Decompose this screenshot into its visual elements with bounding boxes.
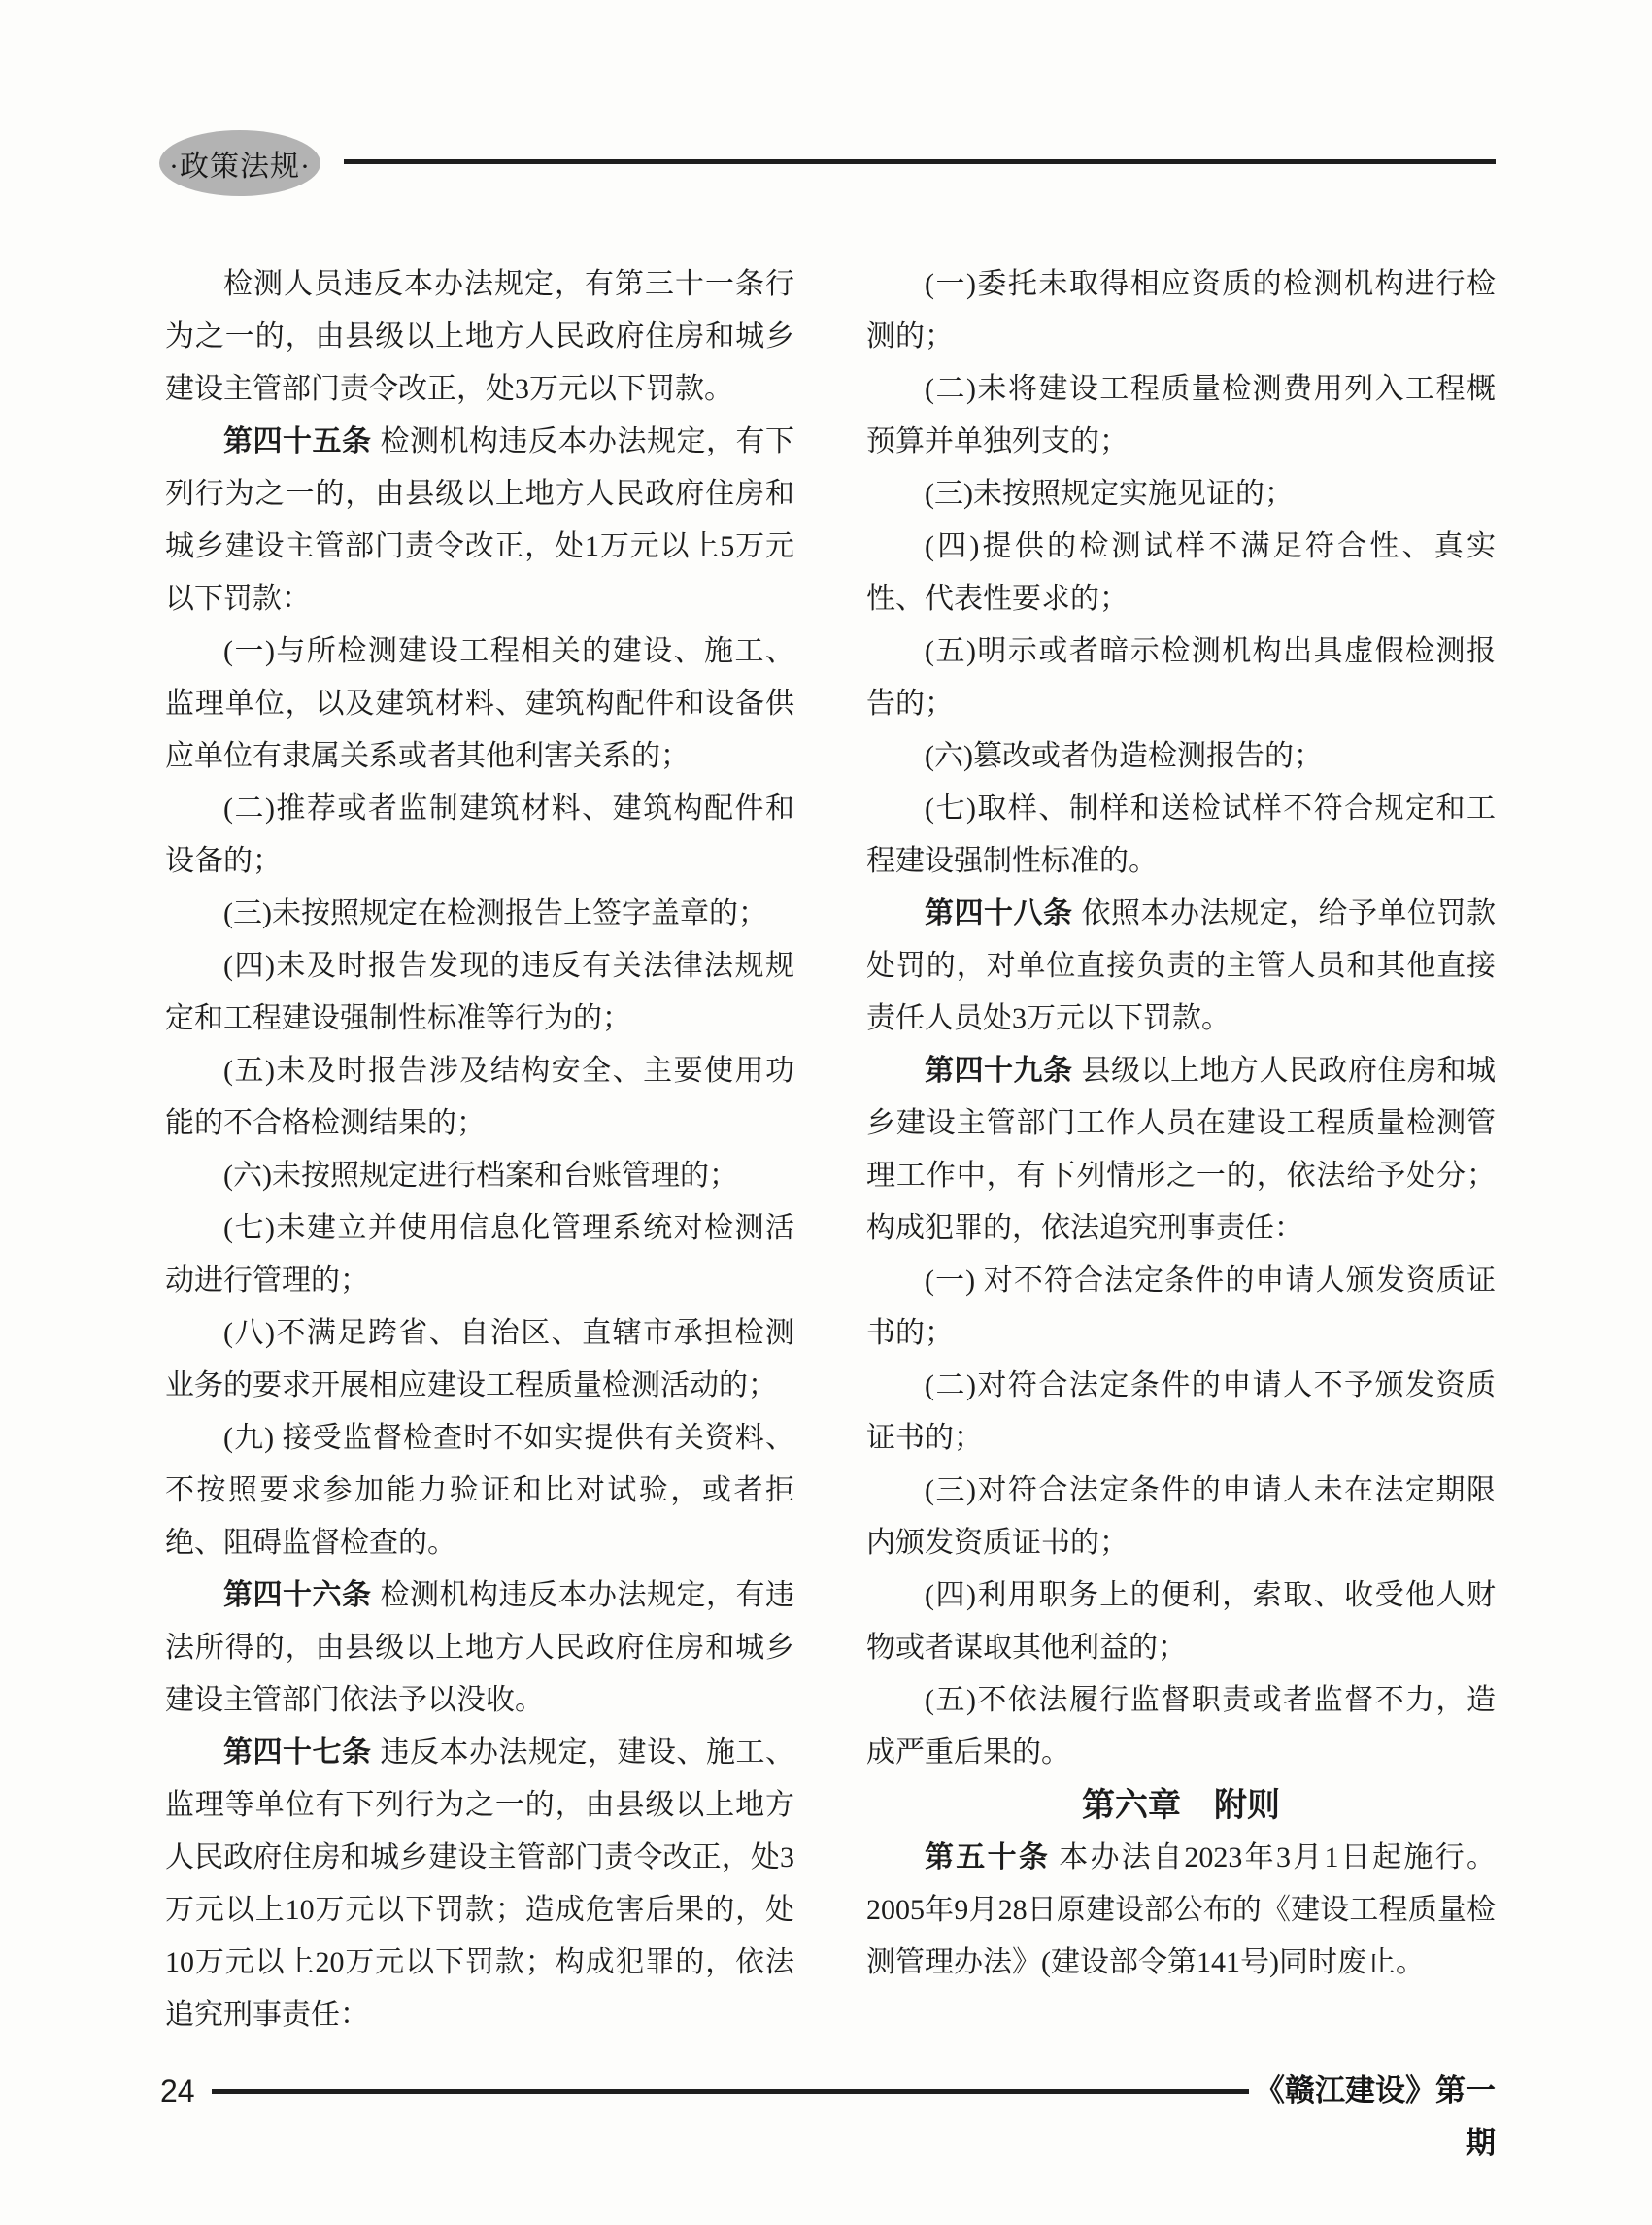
article-number: 第四十六条: [223, 1579, 372, 1611]
article-paragraph: [165, 1727, 794, 2041]
section-badge: [159, 130, 320, 196]
paragraph: (二)对符合法定条件的申请人不予颁发资质证书的；: [866, 1369, 1496, 1454]
article-paragraph: [866, 1045, 1496, 1255]
paragraph-text: 依照本办法规定，给予单位罚款处罚的，对单位直接负责的主管人员和其他直接责任人员处3万元以下罚款。: [866, 897, 1496, 1034]
paragraph: (五)未及时报告涉及结构安全、主要使用功能的不合格检测结果的；: [165, 1055, 794, 1139]
paragraph-text: 检测机构违反本办法规定，有下列行为之一的，由县级以上地方人民政府住房和城乡建设主管部门责令改正，处1万元以上5万元以下罚款：: [165, 425, 794, 615]
paragraph: (六)未按照规定进行档案和台账管理的；: [223, 1160, 738, 1192]
paragraph: (五)明示或者暗示检测机构出具虚假检测报告的；: [866, 635, 1496, 720]
right-column: [866, 258, 1496, 2041]
paragraph: (二)推荐或者监制建筑材料、建筑构配件和设备的；: [165, 792, 794, 877]
article-number: 第四十九条: [925, 1055, 1073, 1087]
paragraph: (五)不依法履行监督职责或者监督不力，造成严重后果的。: [866, 1684, 1496, 1769]
section-badge-label: ·政策法规·: [169, 151, 311, 183]
footer-rule: [212, 2089, 1249, 2094]
paragraph: (七)未建立并使用信息化管理系统对检测活动进行管理的；: [165, 1212, 794, 1297]
paragraph: (六)篡改或者伪造检测报告的；: [925, 740, 1323, 772]
article-paragraph: [866, 888, 1496, 1045]
page-number: 24: [160, 2073, 195, 2108]
paragraph: (四)未及时报告发现的违反有关法律法规规定和工程建设强制性标准等行为的；: [165, 950, 794, 1034]
header-rule: [344, 159, 1496, 164]
journal-title: 《赣江建设》第一期: [1255, 2073, 1496, 2160]
paragraph-text: 检测机构违反本办法规定，有违法所得的，由县级以上地方人民政府住房和城乡建设主管部门依法予以没收。: [165, 1579, 794, 1716]
paragraph: (三)对符合法定条件的申请人未在法定期限内颁发资质证书的；: [866, 1474, 1496, 1559]
paragraph: (三)未按照规定在检测报告上签字盖章的；: [223, 897, 767, 929]
paragraph-text: 县级以上地方人民政府住房和城乡建设主管部门工作人员在建设工程质量检测管理工作中，有下列情形之一的，依法给予处分；构成犯罪的，依法追究刑事责任：: [866, 1055, 1496, 1244]
left-column: [165, 258, 794, 2041]
paragraph: (八)不满足跨省、自治区、直辖市承担检测业务的要求开展相应建设工程质量检测活动的；: [165, 1317, 794, 1401]
paragraph: (四)提供的检测试样不满足符合性、真实性、代表性要求的；: [866, 530, 1496, 615]
paragraph-text: 本办法自2023年3月1日起施行。2005年9月28日原建设部公布的《建设工程质量检测管理办法》(建设部令第141号)同时废止。: [866, 1841, 1497, 1978]
paragraph: (四)利用职务上的便利，索取、收受他人财物或者谋取其他利益的；: [866, 1579, 1496, 1664]
paragraph: (三)未按照规定实施见证的；: [925, 478, 1294, 510]
article-number: 第五十条: [925, 1841, 1051, 1873]
paragraph: (一)委托未取得相应资质的检测机构进行检测的；: [866, 268, 1496, 353]
article-paragraph: [866, 1832, 1496, 1989]
article-paragraph: [165, 416, 794, 625]
paragraph: (七)取样、制样和送检试样不符合规定和工程建设强制性标准的。: [866, 792, 1496, 877]
article-number: 第四十八条: [925, 897, 1073, 929]
paragraph: (一) 对不符合法定条件的申请人颁发资质证书的；: [866, 1264, 1496, 1349]
chapter-heading: 第六章 附则: [1082, 1787, 1280, 1824]
article-body: [165, 258, 1496, 2041]
paragraph: (二)未将建设工程质量检测费用列入工程概预算并单独列支的；: [866, 373, 1496, 457]
article-number: 第四十五条: [223, 425, 372, 457]
paragraph: 检测人员违反本办法规定，有第三十一条行为之一的，由县级以上地方人民政府住房和城乡建设主管部门责令改正，处3万元以下罚款。: [165, 268, 794, 405]
article-paragraph: [165, 1569, 794, 1727]
article-number: 第四十七条: [223, 1736, 372, 1769]
paragraph: (九) 接受监督检查时不如实提供有关资料、不按照要求参加能力验证和比对试验，或者拒绝、阻碍监督检查的。: [165, 1422, 794, 1559]
paragraph-text: 违反本办法规定，建设、施工、监理等单位有下列行为之一的，由县级以上地方人民政府住房和城乡建设主管部门责令改正，处3万元以上10万元以下罚款；造成危害后果的，处10万元以上20万元以下罚款；构成犯罪的，依法追究刑事责任：: [165, 1736, 794, 2031]
paragraph: (一)与所检测建设工程相关的建设、施工、监理单位，以及建筑材料、建筑构配件和设备供应单位有隶属关系或者其他利害关系的；: [165, 635, 794, 772]
